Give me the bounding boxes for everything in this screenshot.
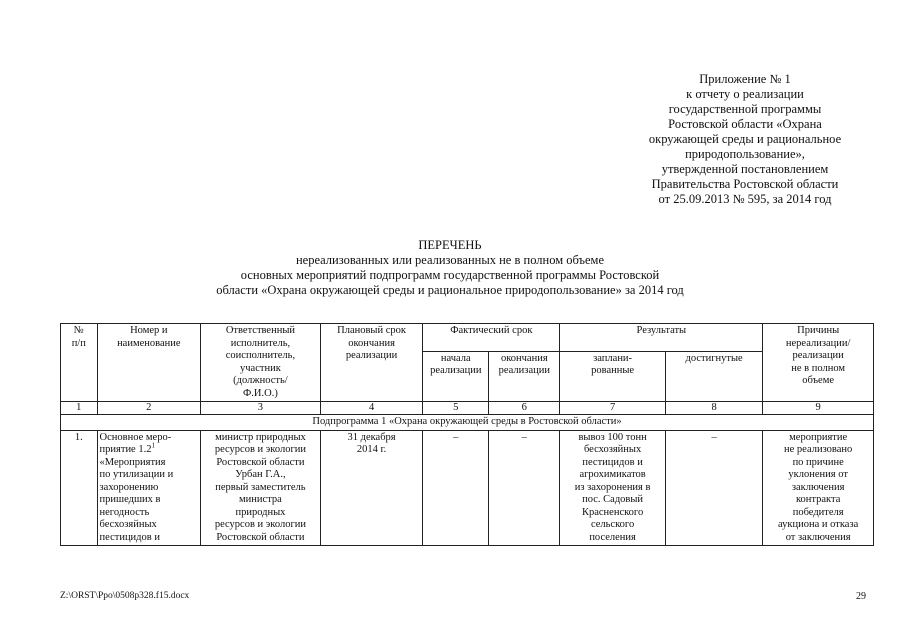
appendix-line: окружающей среды и рациональное — [648, 132, 842, 146]
appendix-line: Приложение № 1 — [699, 72, 791, 86]
heading-line: основных мероприятий подпрограмм государственной программы Ростовской — [240, 268, 660, 282]
page-number: 29 — [856, 591, 866, 602]
header-results-achieved: достигнутые — [665, 351, 762, 401]
column-number: 6 — [489, 402, 560, 415]
appendix-block — [610, 72, 880, 207]
measure-name: Основное меро- приятие $1.2^1$ «Мероприятия по утилизации и захоронению пришедших в негодность бесхозяйных пестицидов и — [97, 430, 201, 546]
table-row — [61, 430, 874, 546]
column-number: 3 — [201, 402, 321, 415]
fact-start-cell: – — [423, 430, 489, 546]
executor-cell: министр природных ресурсов и экологии Ростовской области Урбан Г.А., первый заместитель министра природных ресурсов и экологии Ростовской области — [201, 430, 321, 546]
planned-date-cell: 31 декабря 2014 г. — [320, 430, 423, 546]
file-path: Z:\ORST\Ppo\0508p328.f15.docx — [60, 591, 190, 601]
planned-result-cell: вывоз 100 тонн бесхозяйных пестицидов и агрохимикатов из захоронения в пос. Садовый Красненского сельского поселения — [560, 430, 666, 546]
header-fact-end: окончания реализации — [489, 351, 560, 401]
footnote-mark: 1 — [151, 441, 155, 450]
header-row-1 — [61, 324, 874, 352]
column-number: 2 — [97, 402, 201, 415]
header-results: Результаты — [560, 324, 763, 352]
column-number: 5 — [423, 402, 489, 415]
appendix-line: утвержденной постановлением — [661, 162, 829, 176]
column-number: 4 — [320, 402, 423, 415]
header-results-planned: заплани- рованные — [560, 351, 666, 401]
reason-cell: мероприятие не реализовано по причине уклонения от заключения контракта победителя аукциона и отказа от заключения — [763, 430, 874, 546]
header-col-planned-date: Плановый срок окончания реализации — [320, 324, 423, 402]
subprogram-row — [61, 415, 874, 431]
appendix-line: Правительства Ростовской области — [651, 177, 839, 191]
appendix-line: от 25.09.2013 № 595, за 2014 год — [658, 192, 832, 206]
document-title: ПЕРЕЧЕНЬ — [418, 238, 482, 252]
heading-line: области «Охрана окружающей среды и рациональное природопользование» за 2014 год — [216, 283, 684, 297]
measures-table — [60, 323, 874, 546]
header-fact-start: начала реализации — [423, 351, 489, 401]
header-fact-period: Фактический срок — [423, 324, 560, 352]
appendix-line: государственной программы — [668, 102, 822, 116]
header-col-executor: Ответственный исполнитель, соисполнитель, участник (должность/ Ф.И.О.) — [201, 324, 321, 402]
column-numbers-row — [61, 402, 874, 415]
header-col-number: № п/п — [61, 324, 98, 402]
header-col-reasons: Причины нереализации/ реализации не в полном объеме — [763, 324, 874, 402]
column-number: 7 — [560, 402, 666, 415]
fact-end-cell: – — [489, 430, 560, 546]
appendix-line: природопользование», — [685, 147, 805, 161]
column-number: 9 — [763, 402, 874, 415]
column-number: 1 — [61, 402, 98, 415]
column-number: 8 — [665, 402, 762, 415]
achieved-result-cell: – — [665, 430, 762, 546]
subprogram-title: Подпрограмма 1 «Охрана окружающей среды в Ростовской области» — [61, 415, 874, 431]
document-heading — [120, 238, 780, 298]
header-col-name: Номер и наименование — [97, 324, 201, 402]
appendix-line: Ростовской области «Охрана — [668, 117, 822, 131]
appendix-line: к отчету о реализации — [686, 87, 804, 101]
heading-line: нереализованных или реализованных не в полном объеме — [295, 253, 605, 267]
row-number: 1. — [61, 430, 98, 546]
